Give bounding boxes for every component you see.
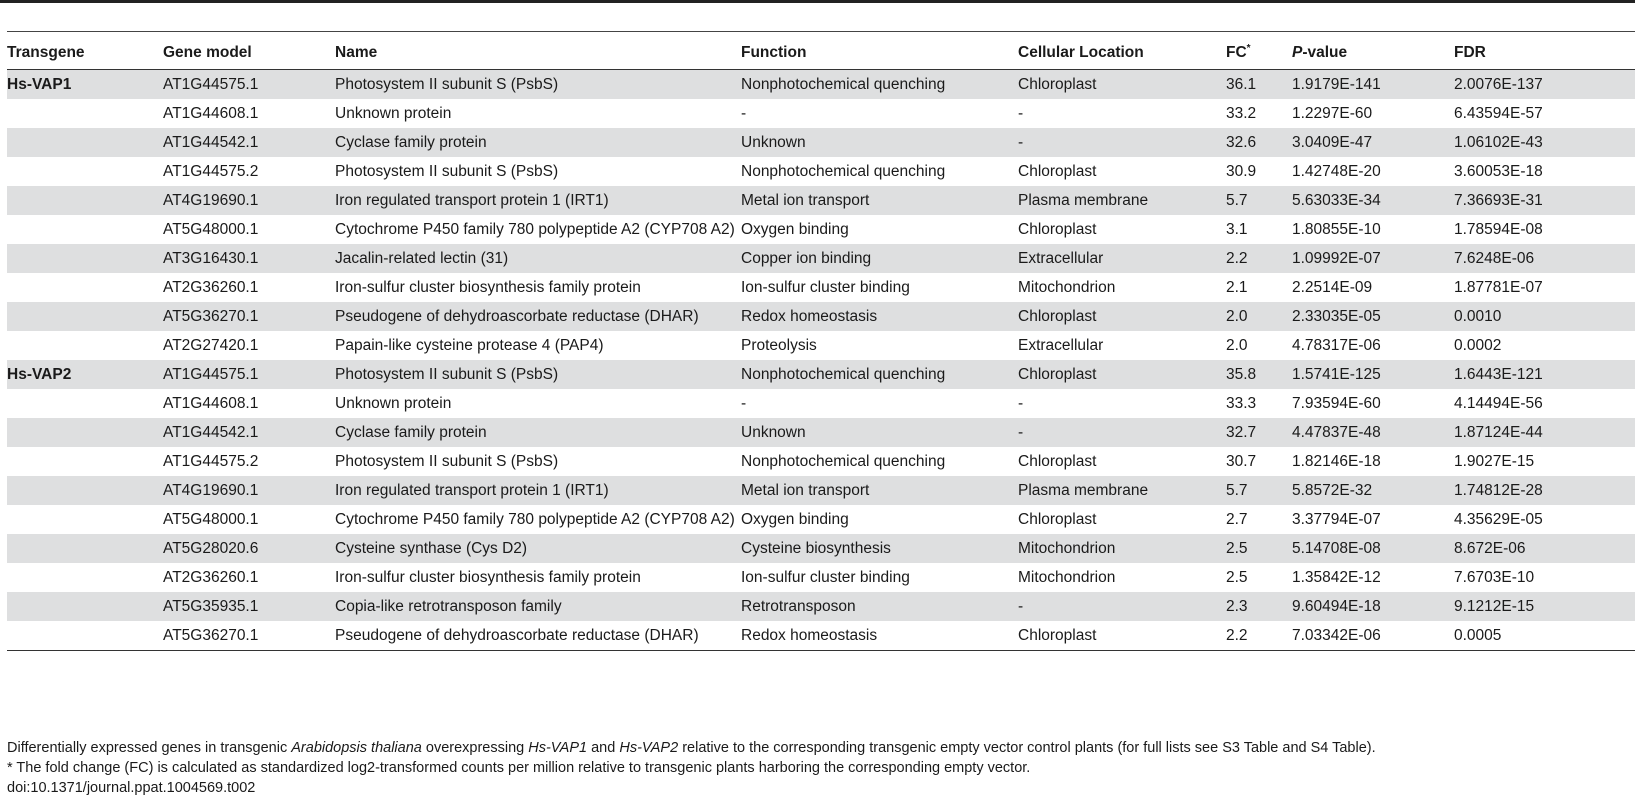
header-top-rule — [7, 31, 1635, 32]
header-transgene: Transgene — [7, 36, 163, 70]
cell-pvalue: 5.14708E-08 — [1292, 534, 1454, 563]
cell-fdr: 1.06102E-43 — [1454, 128, 1635, 157]
header-fdr: FDR — [1454, 36, 1635, 70]
header-pvalue — [1292, 36, 1454, 70]
cell-function: Redox homeostasis — [741, 621, 1018, 651]
cell-gene-model: AT3G16430.1 — [163, 244, 335, 273]
cell-function: - — [741, 105, 747, 122]
header-function: Function — [741, 36, 1018, 70]
cell-gene-model: AT1G44575.1 — [163, 360, 335, 389]
cell-name: Iron-sulfur cluster biosynthesis family protein — [335, 279, 641, 296]
cell-function: Copper ion binding — [741, 244, 1018, 273]
cell-cellular-location: Plasma membrane — [1018, 186, 1226, 215]
cell-cellular-location: Chloroplast — [1018, 163, 1097, 180]
table-row — [7, 70, 1635, 100]
cell-transgene: Hs-VAP2 — [7, 360, 163, 389]
cell-pvalue: 3.0409E-47 — [1292, 128, 1454, 157]
cell-fc: 33.3 — [1226, 395, 1257, 412]
header-pvalue-p: P — [1292, 43, 1303, 61]
cell-name: Unknown protein — [335, 395, 452, 412]
table-row — [7, 534, 1635, 563]
cell-fc: 33.2 — [1226, 105, 1257, 122]
header-fc-label: FC — [1226, 43, 1247, 61]
header-fc — [1226, 36, 1292, 70]
cell-name: Photosystem II subunit S (PsbS) — [335, 163, 559, 180]
cell-name: Unknown protein — [335, 105, 452, 122]
cell-fc: 5.7 — [1226, 186, 1292, 215]
header-gene-model: Gene model — [163, 36, 335, 70]
cell-function: Proteolysis — [741, 337, 817, 354]
cell-pvalue: 2.2514E-09 — [1292, 279, 1373, 296]
cell-function: Metal ion transport — [741, 476, 1018, 505]
cell-pvalue: 1.5741E-125 — [1292, 360, 1454, 389]
cell-function: Redox homeostasis — [741, 302, 1018, 331]
cell-gene-model: AT1G44542.1 — [163, 418, 335, 447]
cell-cellular-location: Chloroplast — [1018, 621, 1226, 651]
caption-vap2: Hs-VAP2 — [619, 740, 679, 756]
cell-transgene: Hs-VAP1 — [7, 70, 163, 100]
cell-fc: 3.1 — [1226, 221, 1248, 238]
cell-name: Cytochrome P450 family 780 polypeptide A2 (CYP708 A2) — [335, 511, 735, 528]
cell-fc: 32.6 — [1226, 128, 1292, 157]
cell-fc: 30.9 — [1226, 163, 1257, 180]
cell-pvalue: 3.37794E-07 — [1292, 511, 1381, 528]
cell-fdr: 7.36693E-31 — [1454, 186, 1635, 215]
cell-transgene — [7, 244, 163, 273]
table-row — [7, 273, 1635, 302]
cell-fdr: 0.0002 — [1454, 337, 1502, 354]
cell-fc: 32.7 — [1226, 418, 1292, 447]
table-row — [7, 157, 1635, 186]
cell-fc: 2.0 — [1226, 302, 1292, 331]
cell-name: Photosystem II subunit S (PsbS) — [335, 70, 741, 100]
cell-cellular-location: Chloroplast — [1018, 360, 1226, 389]
cell-transgene — [7, 273, 163, 302]
cell-pvalue: 9.60494E-18 — [1292, 592, 1454, 621]
table-row — [7, 418, 1635, 447]
cell-function: Unknown — [741, 128, 1018, 157]
cell-name: Cyclase family protein — [335, 128, 741, 157]
cell-fdr: 1.6443E-121 — [1454, 360, 1635, 389]
cell-transgene — [7, 418, 163, 447]
cell-cellular-location: Extracellular — [1018, 337, 1104, 354]
cell-fdr: 1.87781E-07 — [1454, 279, 1543, 296]
cell-function: Oxygen binding — [741, 221, 849, 238]
caption-species: Arabidopsis thaliana — [291, 740, 422, 756]
cell-gene-model: AT5G48000.1 — [163, 511, 259, 528]
table-row — [7, 360, 1635, 389]
cell-transgene — [7, 157, 163, 186]
table-row — [7, 447, 1635, 476]
cell-function: Unknown — [741, 418, 1018, 447]
cell-fdr: 2.0076E-137 — [1454, 70, 1635, 100]
caption-text-3: and — [587, 740, 620, 756]
cell-function: Oxygen binding — [741, 511, 849, 528]
cell-function: - — [741, 395, 747, 412]
table-row — [7, 128, 1635, 157]
cell-transgene — [7, 592, 163, 621]
cell-name: Pseudogene of dehydroascorbate reductase (DHAR) — [335, 621, 741, 651]
cell-gene-model: AT5G36270.1 — [163, 621, 335, 651]
gene-expression-table — [7, 36, 1635, 651]
cell-cellular-location: Mitochondrion — [1018, 279, 1116, 296]
cell-gene-model: AT5G48000.1 — [163, 221, 259, 238]
cell-gene-model: AT2G36260.1 — [163, 569, 259, 586]
cell-pvalue: 4.78317E-06 — [1292, 337, 1381, 354]
cell-fdr: 7.6703E-10 — [1454, 569, 1535, 586]
table-row — [7, 302, 1635, 331]
cell-pvalue: 1.35842E-12 — [1292, 569, 1381, 586]
cell-transgene — [7, 389, 163, 418]
table-row — [7, 505, 1635, 534]
cell-gene-model: AT1G44575.1 — [163, 70, 335, 100]
cell-fdr: 1.87124E-44 — [1454, 418, 1635, 447]
cell-function: Retrotransposon — [741, 592, 1018, 621]
cell-name: Copia-like retrotransposon family — [335, 592, 741, 621]
cell-gene-model: AT5G28020.6 — [163, 534, 335, 563]
cell-fc: 36.1 — [1226, 70, 1292, 100]
cell-cellular-location: - — [1018, 128, 1226, 157]
doi-line: doi:10.1371/journal.ppat.1004569.t002 — [7, 780, 256, 796]
cell-transgene — [7, 476, 163, 505]
cell-pvalue: 2.33035E-05 — [1292, 302, 1454, 331]
cell-cellular-location: Chloroplast — [1018, 453, 1097, 470]
cell-fdr: 4.14494E-56 — [1454, 395, 1543, 412]
cell-transgene — [7, 302, 163, 331]
cell-transgene — [7, 186, 163, 215]
cell-cellular-location: Plasma membrane — [1018, 476, 1226, 505]
cell-cellular-location: - — [1018, 418, 1226, 447]
cell-fdr: 7.6248E-06 — [1454, 244, 1635, 273]
table-row — [7, 244, 1635, 273]
cell-pvalue: 7.03342E-06 — [1292, 621, 1454, 651]
table-row — [7, 592, 1635, 621]
cell-function: Metal ion transport — [741, 186, 1018, 215]
cell-cellular-location: Chloroplast — [1018, 70, 1226, 100]
cell-name: Cyclase family protein — [335, 418, 741, 447]
table-row — [7, 476, 1635, 505]
table-row — [7, 186, 1635, 215]
cell-name: Papain-like cysteine protease 4 (PAP4) — [335, 337, 604, 354]
cell-gene-model: AT5G35935.1 — [163, 592, 335, 621]
cell-function: Ion-sulfur cluster binding — [741, 279, 910, 296]
cell-function: Cysteine biosynthesis — [741, 534, 1018, 563]
cell-fc: 35.8 — [1226, 360, 1292, 389]
cell-fc: 2.2 — [1226, 244, 1292, 273]
cell-pvalue: 5.63033E-34 — [1292, 186, 1454, 215]
cell-fc: 2.1 — [1226, 279, 1248, 296]
cell-fc: 2.7 — [1226, 511, 1248, 528]
cell-cellular-location: Mitochondrion — [1018, 534, 1226, 563]
cell-fc: 30.7 — [1226, 453, 1257, 470]
cell-gene-model: AT2G36260.1 — [163, 279, 259, 296]
cell-cellular-location: Chloroplast — [1018, 302, 1226, 331]
cell-name: Photosystem II subunit S (PsbS) — [335, 453, 559, 470]
cell-name: Cysteine synthase (Cys D2) — [335, 534, 741, 563]
table-row — [7, 621, 1635, 651]
cell-function: Nonphotochemical quenching — [741, 163, 946, 180]
cell-gene-model: AT1G44575.2 — [163, 163, 259, 180]
cell-cellular-location: - — [1018, 592, 1226, 621]
cell-function: Nonphotochemical quenching — [741, 360, 1018, 389]
cell-pvalue: 7.93594E-60 — [1292, 395, 1381, 412]
cell-fdr: 0.0010 — [1454, 302, 1635, 331]
header-cellular-location: Cellular Location — [1018, 36, 1226, 70]
cell-gene-model: AT5G36270.1 — [163, 302, 335, 331]
cell-name: Iron regulated transport protein 1 (IRT1) — [335, 186, 741, 215]
fc-footnote: * The fold change (FC) is calculated as standardized log2-transformed counts per million relative to transgenic plants harboring the corresponding empty vector. — [7, 760, 1031, 776]
cell-transgene — [7, 128, 163, 157]
cell-gene-model: AT4G19690.1 — [163, 186, 335, 215]
cell-name: Pseudogene of dehydroascorbate reductase (DHAR) — [335, 302, 741, 331]
cell-cellular-location: - — [1018, 105, 1024, 122]
cell-function: Ion-sulfur cluster binding — [741, 569, 910, 586]
cell-gene-model: AT1G44575.2 — [163, 453, 259, 470]
cell-transgene — [7, 331, 163, 360]
cell-transgene — [7, 563, 163, 592]
cell-gene-model: AT4G19690.1 — [163, 476, 335, 505]
table-row — [7, 563, 1635, 592]
header-fc-footnote-mark: * — [1246, 42, 1251, 54]
cell-pvalue: 4.47837E-48 — [1292, 418, 1454, 447]
cell-cellular-location: Chloroplast — [1018, 511, 1097, 528]
caption-vap1: Hs-VAP1 — [528, 740, 588, 756]
cell-cellular-location: Extracellular — [1018, 244, 1226, 273]
cell-fc: 2.2 — [1226, 621, 1292, 651]
cell-pvalue: 1.80855E-10 — [1292, 221, 1381, 238]
cell-gene-model: AT1G44608.1 — [163, 395, 259, 412]
cell-gene-model: AT1G44542.1 — [163, 128, 335, 157]
cell-transgene — [7, 505, 163, 534]
caption-text-2: overexpressing — [421, 740, 529, 756]
cell-pvalue: 5.8572E-32 — [1292, 476, 1454, 505]
cell-gene-model: AT1G44608.1 — [163, 105, 259, 122]
cell-fc: 2.0 — [1226, 337, 1248, 354]
table-body — [7, 70, 1635, 651]
caption-text-1: Differentially expressed genes in transgenic — [7, 740, 292, 756]
table-row — [7, 389, 1635, 418]
cell-function: Nonphotochemical quenching — [741, 70, 1018, 100]
cell-name: Iron-sulfur cluster biosynthesis family protein — [335, 569, 641, 586]
cell-transgene — [7, 99, 163, 128]
cell-fdr: 0.0005 — [1454, 621, 1635, 651]
cell-fc: 5.7 — [1226, 476, 1292, 505]
cell-transgene — [7, 621, 163, 651]
cell-pvalue: 1.09992E-07 — [1292, 244, 1454, 273]
cell-transgene — [7, 534, 163, 563]
table-row — [7, 331, 1635, 360]
table-row — [7, 215, 1635, 244]
header-name: Name — [335, 36, 741, 70]
cell-gene-model: AT2G27420.1 — [163, 337, 259, 354]
table-caption — [7, 738, 1627, 758]
cell-fdr: 9.1212E-15 — [1454, 592, 1635, 621]
cell-fdr: 1.74812E-28 — [1454, 476, 1635, 505]
cell-name: Iron regulated transport protein 1 (IRT1) — [335, 476, 741, 505]
cell-cellular-location: Mitochondrion — [1018, 569, 1116, 586]
cell-fc: 2.5 — [1226, 569, 1248, 586]
cell-name: Photosystem II subunit S (PsbS) — [335, 360, 741, 389]
cell-pvalue: 1.82146E-18 — [1292, 453, 1381, 470]
cell-fdr: 6.43594E-57 — [1454, 105, 1543, 122]
cell-cellular-location: - — [1018, 395, 1024, 412]
cell-fdr: 3.60053E-18 — [1454, 163, 1543, 180]
cell-name: Jacalin-related lectin (31) — [335, 244, 741, 273]
cell-fc: 2.5 — [1226, 534, 1292, 563]
table-footnotes — [7, 738, 1627, 798]
cell-transgene — [7, 447, 163, 476]
cell-cellular-location: Chloroplast — [1018, 221, 1097, 238]
cell-function: Nonphotochemical quenching — [741, 453, 946, 470]
cell-pvalue: 1.42748E-20 — [1292, 163, 1381, 180]
cell-fdr: 1.9027E-15 — [1454, 453, 1535, 470]
header-pvalue-rest: -value — [1302, 43, 1348, 61]
caption-text-4: relative to the corresponding transgenic empty vector control plants (for full lists see S3 Table and S4 Table). — [678, 740, 1376, 756]
cell-pvalue: 1.2297E-60 — [1292, 105, 1373, 122]
cell-fdr: 4.35629E-05 — [1454, 511, 1543, 528]
table-top-rule — [0, 0, 1635, 3]
cell-fdr: 8.672E-06 — [1454, 534, 1635, 563]
table-header-row — [7, 36, 1635, 70]
cell-transgene — [7, 215, 163, 244]
cell-fdr: 1.78594E-08 — [1454, 221, 1543, 238]
cell-pvalue: 1.9179E-141 — [1292, 70, 1454, 100]
cell-fc: 2.3 — [1226, 592, 1292, 621]
cell-name: Cytochrome P450 family 780 polypeptide A2 (CYP708 A2) — [335, 221, 735, 238]
table-row — [7, 99, 1635, 128]
